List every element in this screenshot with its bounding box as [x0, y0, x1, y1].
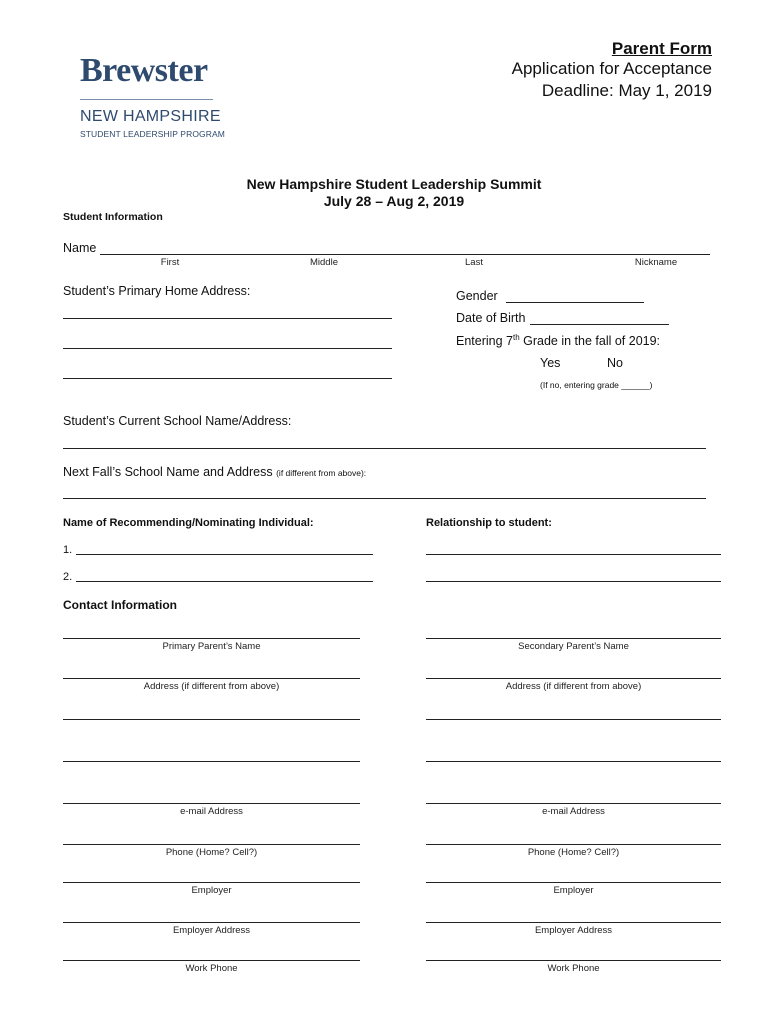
recommender-row-number: 1. — [63, 544, 73, 556]
recommender-1-field[interactable] — [76, 554, 373, 555]
grade-no-option[interactable]: No — [607, 356, 623, 370]
gender-label: Gender — [456, 289, 498, 303]
secondary-address-field[interactable] — [426, 678, 721, 679]
secondary-employer-caption: Employer — [553, 885, 594, 896]
primary-address-line-3-field[interactable] — [63, 761, 360, 762]
next-school-field[interactable] — [63, 498, 706, 499]
primary-primary-parent-name-caption: Primary Parent’s Name — [162, 641, 261, 652]
secondary-email-caption: e-mail Address — [542, 806, 605, 817]
home-address-line-3[interactable] — [63, 378, 392, 379]
primary-address-line-2-field[interactable] — [63, 719, 360, 720]
logo-program-text: STUDENT LEADERSHIP PROGRAM — [80, 129, 225, 139]
primary-phone-caption: Phone (Home? Cell?) — [165, 847, 258, 858]
primary-employer-address-caption: Employer Address — [172, 925, 251, 936]
secondary-employer-field[interactable] — [426, 882, 721, 883]
home-address-label: Student’s Primary Home Address: — [63, 284, 251, 298]
relationship-2-field[interactable] — [426, 581, 721, 582]
student-info-heading: Student Information — [63, 211, 163, 223]
primary-primary-parent-name-field[interactable] — [63, 638, 360, 639]
dob-label: Date of Birth — [456, 311, 526, 325]
primary-email-caption: e-mail Address — [180, 806, 243, 817]
secondary-address-line-2-field[interactable] — [426, 719, 721, 720]
primary-employer-caption: Employer — [191, 885, 232, 896]
secondary-work-phone-field[interactable] — [426, 960, 721, 961]
recommender-row-number: 2. — [63, 571, 73, 583]
grade-question: Entering 7th Grade in the fall of 2019: — [456, 333, 661, 349]
logo-divider — [80, 99, 213, 100]
secondary-primary-parent-name-field[interactable] — [426, 638, 721, 639]
secondary-primary-parent-name-caption: Secondary Parent’s Name — [518, 641, 629, 652]
secondary-employer-address-field[interactable] — [426, 922, 721, 923]
primary-address-caption: Address (if different from above) — [143, 681, 280, 692]
name-nickname-caption: Nickname — [634, 257, 678, 268]
primary-email-field[interactable] — [63, 803, 360, 804]
gender-field[interactable] — [506, 302, 644, 303]
relationship-heading: Relationship to student: — [426, 517, 552, 529]
primary-address-field[interactable] — [63, 678, 360, 679]
summit-title: New Hampshire Student Leadership Summit — [246, 176, 542, 192]
primary-work-phone-caption: Work Phone — [185, 963, 238, 974]
form-subtitle: Application for Acceptance — [511, 59, 712, 78]
name-last-caption: Last — [465, 257, 483, 268]
summit-dates: July 28 – Aug 2, 2019 — [323, 193, 465, 209]
grade-yes-option[interactable]: Yes — [540, 356, 561, 370]
primary-phone-field[interactable] — [63, 844, 360, 845]
name-middle-caption: Middle — [310, 257, 338, 268]
relationship-1-field[interactable] — [426, 554, 721, 555]
dob-field[interactable] — [530, 324, 669, 325]
primary-employer-address-field[interactable] — [63, 922, 360, 923]
recommender-heading: Name of Recommending/Nominating Individual: — [63, 517, 314, 529]
primary-employer-field[interactable] — [63, 882, 360, 883]
logo-state-text: NEW HAMPSHIRE — [80, 108, 221, 125]
primary-work-phone-field[interactable] — [63, 960, 360, 961]
secondary-address-line-3-field[interactable] — [426, 761, 721, 762]
name-label: Name — [63, 241, 97, 255]
logo-wordmark: Brewster — [80, 52, 208, 89]
name-field[interactable] — [100, 254, 710, 255]
next-school-label: Next Fall’s School Name and Address (if different from above): — [63, 465, 367, 479]
form-title: Parent Form — [611, 39, 712, 58]
grade-note: (If no, entering grade ______) — [540, 380, 653, 390]
home-address-line-1[interactable] — [63, 318, 392, 319]
secondary-phone-caption: Phone (Home? Cell?) — [527, 847, 620, 858]
home-address-line-2[interactable] — [63, 348, 392, 349]
secondary-employer-address-caption: Employer Address — [534, 925, 613, 936]
secondary-email-field[interactable] — [426, 803, 721, 804]
current-school-field[interactable] — [63, 448, 706, 449]
secondary-work-phone-caption: Work Phone — [547, 963, 600, 974]
form-deadline: Deadline: May 1, 2019 — [541, 81, 712, 100]
current-school-label: Student’s Current School Name/Address: — [63, 414, 292, 428]
recommender-2-field[interactable] — [76, 581, 373, 582]
contact-heading: Contact Information — [63, 598, 177, 612]
name-first-caption: First — [160, 257, 180, 268]
secondary-address-caption: Address (if different from above) — [505, 681, 642, 692]
secondary-phone-field[interactable] — [426, 844, 721, 845]
